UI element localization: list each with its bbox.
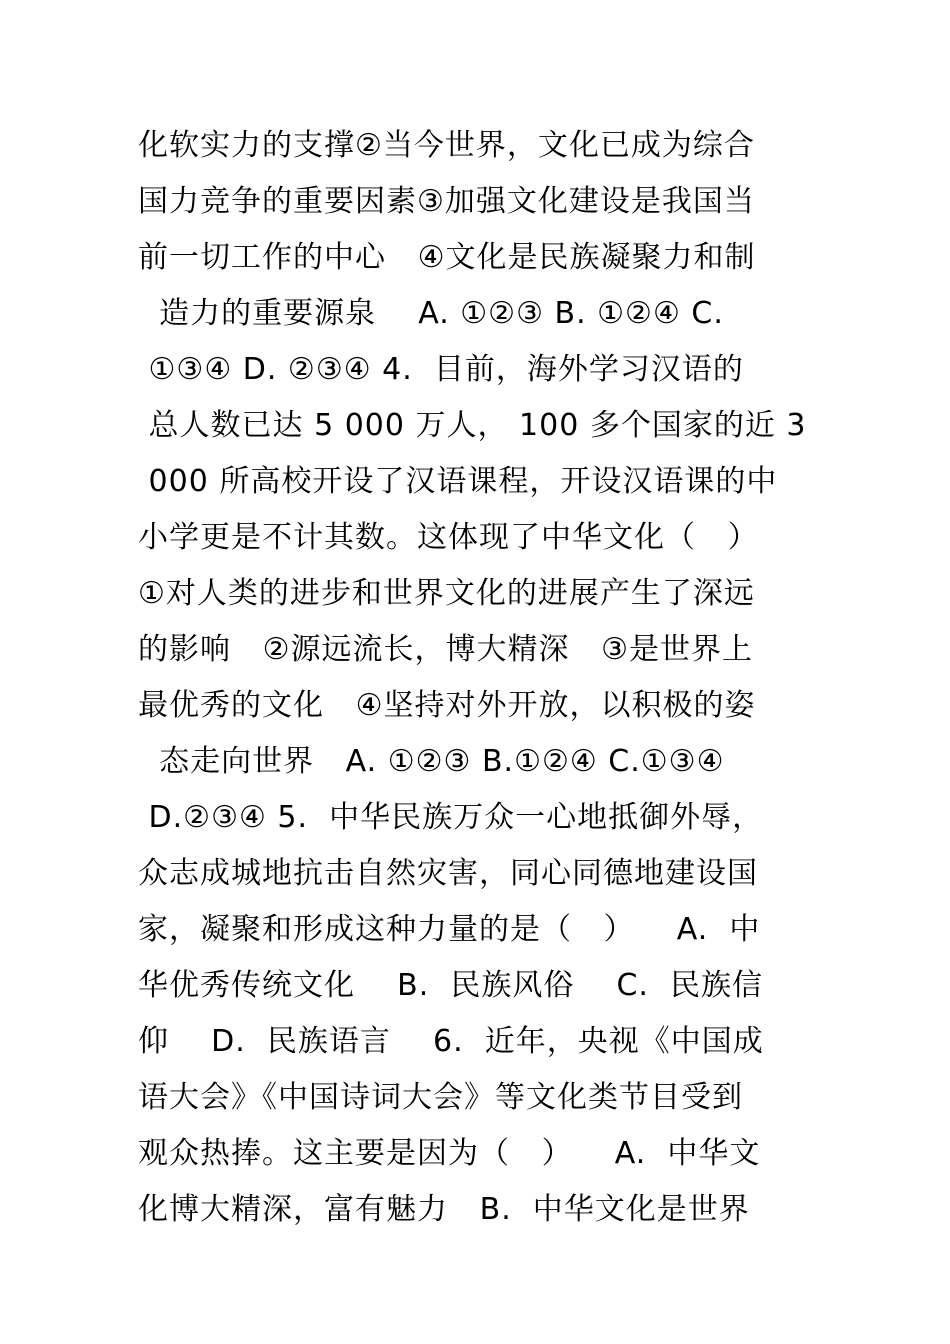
text-line: 的影响 ②源远流长，博大精深 ③是世界上 [138, 632, 754, 667]
document-text-block [138, 118, 818, 1238]
text-line: 前一切工作的中心 ④文化是民族凝聚力和制 [138, 240, 756, 275]
text-line: 国力竞争的重要因素③加强文化建设是我国当 [138, 184, 755, 219]
text-line: ①对人类的进步和世界文化的进展产生了深远 [138, 576, 755, 611]
text-line: 造力的重要源泉 A. ①②③ B. ①②④ C. [138, 296, 724, 331]
text-line: 语大会》《中国诗词大会》等文化类节目受到 [138, 1080, 743, 1115]
text-line: 众志成城地抗击自然灾害，同心同德地建设国 [138, 856, 758, 891]
text-line: 华优秀传统文化 B. 民族风俗 C. 民族信 [138, 968, 764, 1003]
text-line: 小学更是不计其数。这体现了中华文化（ ） [138, 520, 759, 555]
text-line: 家，凝聚和形成这种力量的是（ ） A. 中 [138, 912, 761, 947]
text-line: 仰 D. 民族语言 6. 近年，央视《中国成 [138, 1024, 764, 1059]
text-line: 态走向世界 A. ①②③ B.①②④ C.①③④ [138, 744, 725, 779]
text-line: 观众热捧。这主要是因为（ ） A. 中华文 [138, 1136, 761, 1171]
text-line: 化软实力的支撑②当今世界，文化已成为综合 [138, 128, 755, 163]
text-line: 最优秀的文化 ④坚持对外开放，以积极的姿 [138, 688, 756, 723]
text-line: ①③④ D. ②③④ 4. 目前，海外学习汉语的 [138, 352, 744, 387]
text-line: D.②③④ 5. 中华民族万众一心地抵御外辱， [138, 800, 764, 835]
text-line: 总人数已达 5 000 万人， 100 多个国家的近 3 [138, 408, 807, 443]
text-line: 化博大精深，富有魅力 B. 中华文化是世界 [138, 1192, 750, 1227]
text-line: 000 所高校开设了汉语课程，开设汉语课的中 [138, 464, 778, 499]
